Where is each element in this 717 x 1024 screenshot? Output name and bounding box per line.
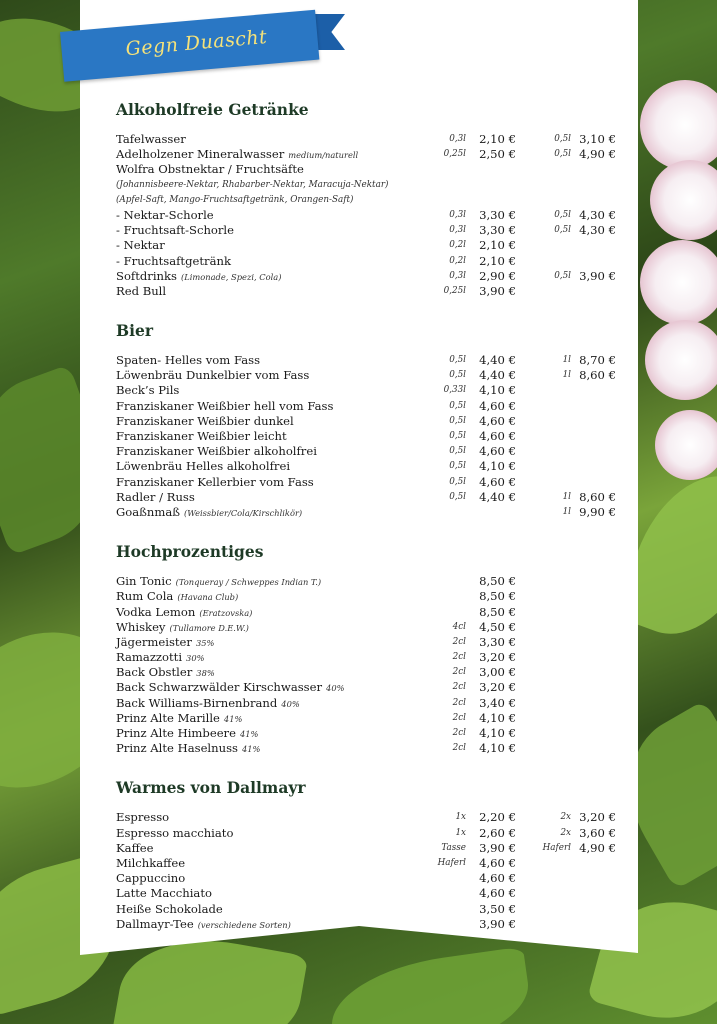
- item-price-2: 3,60 €: [579, 825, 616, 840]
- menu-item-row: [116, 741, 616, 756]
- item-size-1: 0,5l: [449, 415, 466, 426]
- section-title: Hochprozentiges: [116, 542, 264, 562]
- item-price-1: 3,90 €: [479, 283, 516, 298]
- item-note: (Tullamore D.E.W.): [169, 622, 249, 633]
- item-name: Vodka Lemon (Eratzovska): [116, 604, 253, 619]
- menu-item-row: [116, 429, 616, 444]
- drinks-menu: [116, 100, 616, 954]
- item-name: Whiskey (Tullamore D.E.W.): [116, 619, 249, 634]
- item-size-1: 0,25l: [443, 285, 466, 296]
- item-price-1: 4,60 €: [479, 398, 516, 413]
- item-size-1: 0,3l: [449, 225, 466, 236]
- item-name: Löwenbräu Dunkelbier vom Fass: [116, 368, 310, 383]
- menu-item-row: [116, 444, 616, 459]
- item-price-1: 2,60 €: [479, 825, 516, 840]
- item-name: Spaten- Helles vom Fass: [116, 353, 261, 368]
- item-price-2: 3,90 €: [579, 268, 616, 283]
- item-name: Latte Macchiato: [116, 886, 212, 901]
- section-title: Alkoholfreie Getränke: [116, 100, 309, 119]
- item-price-2: 8,60 €: [579, 368, 616, 383]
- item-size-2: 0,5l: [554, 225, 571, 236]
- item-price-1: 4,40 €: [479, 489, 516, 504]
- item-size-2: 1l: [562, 370, 571, 381]
- section-warmes: [116, 778, 616, 932]
- item-size-1: 2cl: [452, 712, 466, 723]
- item-name: Franziskaner Weißbier hell vom Fass: [116, 398, 334, 413]
- item-price-2: 4,30 €: [579, 207, 616, 222]
- item-name: - Fruchtsaft-Schorle: [116, 223, 234, 238]
- item-name: Kaffee: [116, 840, 154, 855]
- menu-item-row: [116, 353, 616, 368]
- item-note: (Limonade, Spezi, Cola): [181, 271, 282, 282]
- item-name: Back Obstler 38%: [116, 665, 215, 680]
- item-name: Franziskaner Weißbier dunkel: [116, 413, 294, 428]
- item-note: 40%: [326, 683, 345, 694]
- item-name: Wolfra Obstnektar / Fruchtsäfte: [116, 162, 304, 177]
- menu-item-row: [116, 284, 616, 299]
- item-size-1: 0,5l: [449, 446, 466, 457]
- menu-item-row: [116, 871, 616, 886]
- item-note: (Havana Club): [177, 592, 239, 603]
- item-size-1: 0,2l: [449, 240, 466, 251]
- menu-item-row: [116, 574, 616, 589]
- item-price-1: 2,50 €: [479, 147, 516, 162]
- item-size-1: 0,5l: [449, 461, 466, 472]
- menu-item-row: [116, 902, 616, 917]
- item-subline: (Johannisbeere-Nektar, Rhabarber-Nektar, Maracuja-Nektar): [116, 179, 389, 190]
- item-price-1: 4,10 €: [479, 710, 516, 725]
- item-price-2: 9,90 €: [579, 504, 616, 519]
- item-price-1: 2,10 €: [479, 253, 516, 268]
- item-size-1: 0,33l: [443, 385, 466, 396]
- menu-item-row: [116, 208, 616, 223]
- item-price-1: 4,60 €: [479, 413, 516, 428]
- item-price-1: 4,60 €: [479, 871, 516, 886]
- item-price-2: 3,20 €: [579, 810, 616, 825]
- item-price-1: 4,10 €: [479, 459, 516, 474]
- item-note: 41%: [223, 713, 243, 724]
- menu-item-row: [116, 841, 616, 856]
- item-size-1: 0,3l: [449, 270, 466, 281]
- menu-item-row: [116, 711, 616, 726]
- item-price-1: 3,50 €: [479, 901, 516, 916]
- item-price-1: 4,40 €: [479, 368, 516, 383]
- item-size-1: 2cl: [452, 667, 466, 678]
- menu-item-row: [116, 459, 616, 474]
- menu-item-row: [116, 680, 616, 695]
- item-price-1: 3,40 €: [479, 695, 516, 710]
- item-size-1: 2cl: [452, 728, 466, 738]
- item-price-1: 4,60 €: [479, 855, 516, 870]
- menu-item-row: [116, 696, 616, 711]
- item-name: Löwenbräu Helles alkoholfrei: [116, 459, 291, 474]
- menu-item-row: [116, 810, 616, 825]
- item-name: Adelholzener Mineralwasser medium/naturell: [116, 147, 359, 162]
- item-note: (Tonqueray / Schweppes Indian T.): [175, 577, 322, 588]
- item-price-1: 4,60 €: [479, 444, 516, 459]
- item-size-1: 0,3l: [449, 134, 466, 144]
- item-name: Espresso: [116, 810, 170, 825]
- item-size-1: 1x: [455, 827, 466, 838]
- item-name: Prinz Alte Marille 41%: [116, 710, 243, 725]
- item-price-1: 4,60 €: [479, 429, 516, 443]
- item-price-1: 3,30 €: [479, 634, 516, 649]
- menu-item-row: [116, 399, 616, 414]
- item-name: Ramazzotti 30%: [116, 650, 205, 665]
- item-size-2: 2x: [560, 812, 571, 823]
- item-price-2: 8,60 €: [579, 489, 616, 504]
- item-size-1: 2cl: [452, 682, 466, 693]
- item-note: 40%: [281, 698, 300, 709]
- menu-item-row: [116, 147, 616, 162]
- item-note: (verschiedene Sorten): [197, 919, 291, 930]
- menu-item-row: [116, 886, 616, 901]
- item-size-1: 0,5l: [449, 370, 466, 381]
- item-name: Tafelwasser: [116, 132, 186, 146]
- item-size-1: 0,5l: [449, 355, 466, 366]
- item-name: Espresso macchiato: [116, 825, 234, 840]
- item-size-2: Haferl: [542, 842, 571, 853]
- item-note: 38%: [196, 668, 215, 679]
- item-size-2: 1l: [562, 506, 571, 517]
- item-size-1: 0,5l: [449, 491, 466, 502]
- item-name: Franziskaner Weißbier alkoholfrei: [116, 444, 317, 459]
- item-price-1: 8,50 €: [479, 604, 516, 619]
- item-size-1: 0,25l: [443, 149, 466, 160]
- item-price-2: 8,70 €: [579, 353, 616, 368]
- section-hochprozentiges: [116, 542, 616, 756]
- item-price-2: 4,30 €: [579, 223, 616, 238]
- item-note: medium/naturell: [288, 150, 359, 161]
- item-note: (Weissbier/Cola/Kirschlikör): [184, 507, 303, 518]
- item-note: 41%: [239, 729, 259, 739]
- item-subline: (Apfel-Saft, Mango-Fruchtsaftgetränk, Orangen-Saft): [116, 194, 354, 205]
- item-price-2: 4,90 €: [579, 147, 616, 162]
- item-price-1: 3,90 €: [479, 840, 516, 855]
- menu-item-row: [116, 605, 616, 620]
- item-size-1: 4cl: [452, 621, 466, 632]
- item-note: 30%: [186, 653, 205, 664]
- item-price-1: 2,90 €: [479, 268, 516, 283]
- item-name: Softdrinks (Limonade, Spezi, Cola): [116, 268, 282, 283]
- menu-item-row: [116, 475, 616, 490]
- item-name: Rum Cola (Havana Club): [116, 589, 239, 604]
- item-price-1: 3,90 €: [479, 916, 516, 931]
- item-price-1: 4,10 €: [479, 741, 516, 756]
- menu-item-row: [116, 665, 616, 680]
- item-size-1: 0,5l: [449, 476, 466, 487]
- item-name: Prinz Alte Haselnuss 41%: [116, 741, 261, 756]
- item-list: [116, 810, 616, 932]
- item-size-1: 0,2l: [449, 255, 466, 266]
- menu-item-row: [116, 162, 616, 177]
- item-size-2: 1l: [562, 355, 571, 366]
- menu-item-row: [116, 238, 616, 253]
- menu-item-row: [116, 650, 616, 665]
- item-price-1: 4,40 €: [479, 353, 516, 368]
- item-size-1: 2cl: [452, 652, 466, 663]
- item-size-1: Haferl: [437, 857, 466, 868]
- item-price-2: 4,90 €: [579, 840, 616, 855]
- item-note: (Eratzovska): [199, 607, 253, 618]
- item-size-2: 1l: [562, 491, 571, 502]
- menu-item-row: [116, 223, 616, 238]
- item-price-1: 4,10 €: [479, 383, 516, 398]
- item-size-2: 2x: [560, 827, 571, 838]
- section-bier: [116, 321, 616, 520]
- item-price-1: 2,20 €: [479, 810, 516, 825]
- item-name: Goaßnmaß (Weissbier/Cola/Kirschlikör): [116, 504, 303, 519]
- item-name: Gin Tonic (Tonqueray / Schweppes Indian T.): [116, 574, 322, 589]
- item-size-1: 2cl: [452, 697, 466, 708]
- menu-item-row: [116, 589, 616, 604]
- item-name: Cappuccino: [116, 871, 186, 886]
- item-name: Radler / Russ: [116, 489, 195, 504]
- menu-item-row: [116, 490, 616, 505]
- item-name: Heiße Schokolade: [116, 901, 223, 916]
- section-title: Warmes von Dallmayr: [116, 778, 306, 798]
- item-price-1: 3,30 €: [479, 207, 516, 222]
- item-price-1: 3,30 €: [479, 223, 516, 238]
- item-name: Franziskaner Weißbier leicht: [116, 429, 287, 443]
- item-size-1: 0,5l: [449, 431, 466, 441]
- item-name: Back Williams-Birnenbrand 40%: [116, 695, 300, 710]
- item-price-1: 8,50 €: [479, 574, 516, 589]
- item-list: [116, 574, 616, 756]
- item-size-1: Tasse: [441, 842, 466, 853]
- item-size-1: 2cl: [452, 743, 466, 754]
- item-size-2: 0,5l: [554, 270, 571, 281]
- item-price-1: 3,20 €: [479, 650, 516, 665]
- menu-item-row: [116, 826, 616, 841]
- menu-item-row: [116, 726, 616, 741]
- item-name: - Nektar-Schorle: [116, 207, 214, 222]
- item-price-1: 4,10 €: [479, 726, 516, 740]
- item-note: 41%: [241, 744, 261, 755]
- item-price-1: 3,20 €: [479, 680, 516, 695]
- item-price-1: 2,10 €: [479, 238, 516, 253]
- item-size-1: 2cl: [452, 636, 466, 647]
- menu-item-row: [116, 505, 616, 520]
- menu-item-row: [116, 414, 616, 429]
- item-list: [116, 132, 616, 299]
- item-price-1: 4,60 €: [479, 474, 516, 489]
- item-size-2: 0,5l: [554, 134, 571, 144]
- item-name: Franziskaner Kellerbier vom Fass: [116, 474, 314, 489]
- item-name: Dallmayr-Tee (verschiedene Sorten): [116, 916, 291, 931]
- item-name: Prinz Alte Himbeere 41%: [116, 726, 259, 740]
- item-size-2: 0,5l: [554, 209, 571, 220]
- item-name: Milchkaffee: [116, 855, 186, 870]
- item-size-1: 1x: [455, 812, 466, 823]
- item-price-1: 4,50 €: [479, 619, 516, 634]
- item-name: - Fruchtsaftgetränk: [116, 253, 231, 268]
- item-name: Back Schwarzwälder Kirschwasser 40%: [116, 680, 345, 695]
- item-price-2: 3,10 €: [579, 132, 616, 146]
- item-size-2: 0,5l: [554, 149, 571, 160]
- menu-item-row: [116, 635, 616, 650]
- item-price-1: 4,60 €: [479, 886, 516, 901]
- menu-item-row: [116, 917, 616, 932]
- item-name: Jägermeister 35%: [116, 634, 215, 649]
- menu-item-row: [116, 856, 616, 871]
- menu-item-row: [116, 254, 616, 269]
- menu-item-row: [116, 620, 616, 635]
- item-name: - Nektar: [116, 238, 165, 253]
- menu-item-row: [116, 368, 616, 383]
- item-price-1: 3,00 €: [479, 665, 516, 680]
- menu-item-row: [116, 383, 616, 398]
- item-list: [116, 353, 616, 520]
- section-title: Bier: [116, 321, 154, 341]
- menu-item-row: [116, 269, 616, 284]
- section-alkoholfrei: [116, 100, 616, 299]
- item-name: Red Bull: [116, 283, 167, 298]
- menu-item-row: [116, 132, 616, 147]
- banner-title: Gegn Duascht: [124, 26, 269, 61]
- item-size-1: 0,3l: [449, 209, 466, 220]
- item-price-1: 8,50 €: [479, 589, 516, 604]
- item-note: 35%: [195, 637, 215, 648]
- item-name: Beck’s Pils: [116, 383, 180, 398]
- item-size-1: 0,5l: [449, 400, 466, 411]
- item-price-1: 2,10 €: [479, 132, 516, 146]
